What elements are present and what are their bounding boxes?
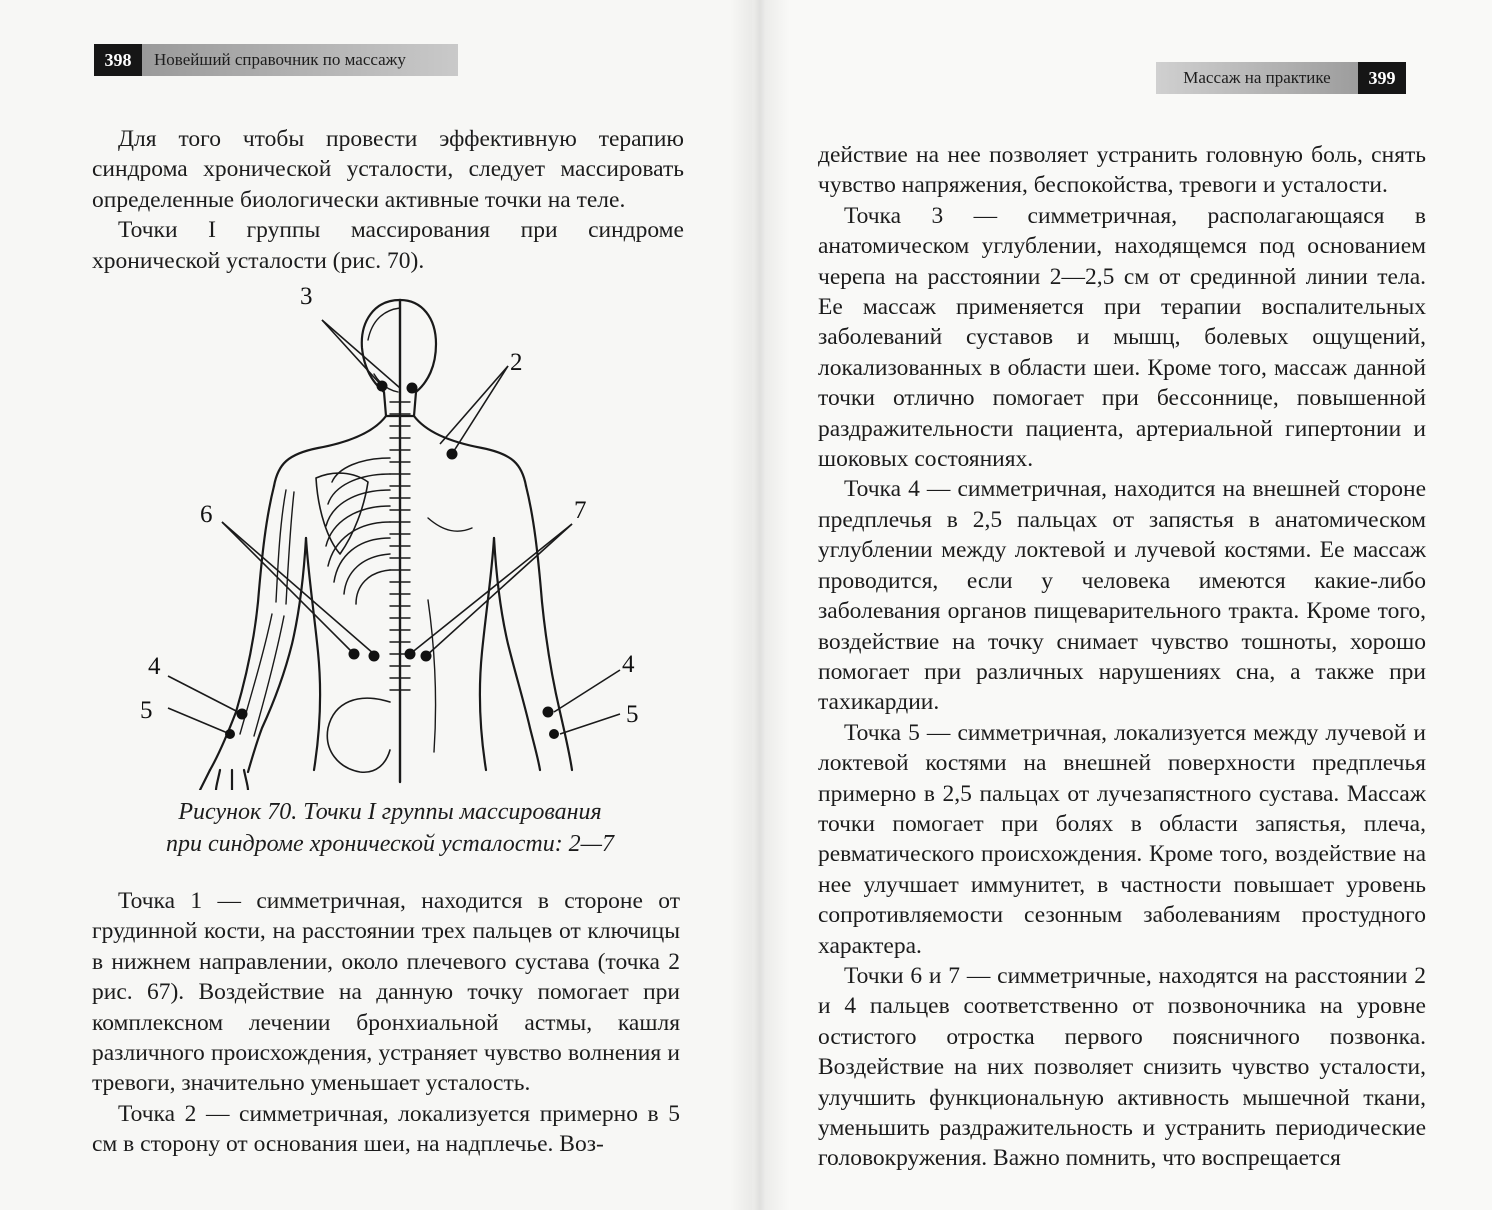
figure-label-2: 2 bbox=[510, 349, 523, 376]
figure-label-3: 3 bbox=[300, 283, 313, 310]
left-intro-text bbox=[92, 124, 684, 276]
body-illustration bbox=[128, 282, 658, 790]
point-4-right bbox=[543, 707, 554, 718]
continuation-paragraph: действие на нее позволяет устранить головную боль, снять чувство напряжения, беспокойства, тревоги и усталости. bbox=[818, 142, 1426, 199]
body-points-figure bbox=[128, 282, 658, 790]
figure-label-4-right: 4 bbox=[622, 651, 635, 678]
point-6-left bbox=[349, 649, 360, 660]
right-page bbox=[752, 0, 1492, 1210]
right-running-title: Массаж на практике bbox=[1156, 62, 1358, 94]
point-3-left bbox=[377, 381, 388, 392]
left-page-number: 398 bbox=[94, 44, 142, 76]
figure-caption bbox=[100, 796, 680, 860]
body-paragraph: Точка 3 — симметричная, располагающаяся в анатомическом углублении, находящемся под основанием черепа на расстоянии 2—2,5 см от срединной линии тела. Ее массаж применяется при терапии воспалительных заболеваний суставов и мышц, болевых ощущений, локализованных в области шеи. Кроме того, массаж данной точки отлично помогает при бессоннице, повышенной раздражительности пациента, артериальной гипертонии и шоковых состояниях. bbox=[818, 202, 1426, 473]
point-5-left bbox=[225, 729, 235, 739]
left-body-text bbox=[92, 886, 680, 1160]
figure-label-4-left: 4 bbox=[148, 653, 161, 680]
figure-label-5-right: 5 bbox=[626, 701, 639, 728]
right-body-text bbox=[818, 140, 1426, 1174]
book-gutter-shadow bbox=[730, 0, 790, 1210]
figure-label-5-left: 5 bbox=[140, 697, 153, 724]
point-3-right bbox=[407, 383, 418, 394]
intro-paragraph: Для того чтобы провести эффективную терапию синдрома хронической усталости, следует массировать определенные биологически активные точки на теле. bbox=[92, 126, 684, 213]
point-5-right bbox=[549, 729, 559, 739]
left-running-title: Новейший справочник по массажу bbox=[142, 44, 458, 76]
body-paragraph: Точки 6 и 7 — симметричные, находятся на расстоянии 2 и 4 пальцев соответственно от позвоночника на уровне остистого отростка первого поясничного позвонка. Воздействие на них позволяет снизить чувство усталости, улучшить функциональную активность мышечной ткани, уменьшить раздражительность и устранить периодические головокружения. Важно помнить, что воспрещается bbox=[818, 962, 1426, 1172]
right-running-head bbox=[1156, 62, 1406, 94]
point-2 bbox=[447, 449, 458, 460]
point-4-left bbox=[237, 709, 248, 720]
point-7-right bbox=[421, 651, 432, 662]
figure-label-7: 7 bbox=[574, 497, 587, 524]
left-running-head bbox=[94, 44, 458, 76]
body-paragraph: Точка 1 — симметричная, находится в стороне от грудинной кости, на расстоянии трех пальцев от ключицы в нижнем направлении, около плечевого сустава (точка 2 рис. 67). Воздействие на данную точку помогает при комплексном лечении бронхиальной астмы, кашля различного происхождения, устраняет чувство волнения и тревоги, значительно уменьшает усталость. bbox=[92, 888, 680, 1097]
right-page-number: 399 bbox=[1358, 62, 1406, 94]
body-paragraph: Точка 5 — симметричная, локализуется между лучевой и локтевой костями на внешней поверхности предплечья примерно в 2,5 пальцах от лучезапястного сустава. Массаж точки помогает при болях в области запястья, плеча, ревматического происхождения. Кроме того, воздействие на нее улучшает иммунитет, в частности повышает уровень сопротивляемости сезонным заболеваниям простудного характера. bbox=[818, 719, 1426, 959]
caption-line-1: Рисунок 70. Точки I группы массирования bbox=[178, 799, 602, 825]
body-paragraph: Точка 4 — симметричная, находится на внешней стороне предплечья в 2,5 пальцах от запястья в анатомическом углублении между локтевой и лучевой костями. Ее массаж проводится, если у человека имеются какие-либо заболевания органов пищеварительного тракта. Кроме того, воздействие на точку снимает чувство тошноты, хорошо помогает при различных нарушениях сна, а также при тахикардии. bbox=[818, 476, 1426, 716]
caption-line-2: при синдроме хронической усталости: 2—7 bbox=[165, 831, 615, 857]
point-7-left bbox=[369, 651, 380, 662]
point-6-right bbox=[405, 649, 416, 660]
intro-paragraph: Точки I группы массирования при синдроме хронической усталости (рис. 70). bbox=[92, 217, 684, 274]
figure-label-6: 6 bbox=[200, 501, 213, 528]
body-paragraph: Точка 2 — симметричная, локализуется примерно в 5 см в сторону от основания шеи, на надплечье. Воз- bbox=[92, 1100, 680, 1158]
